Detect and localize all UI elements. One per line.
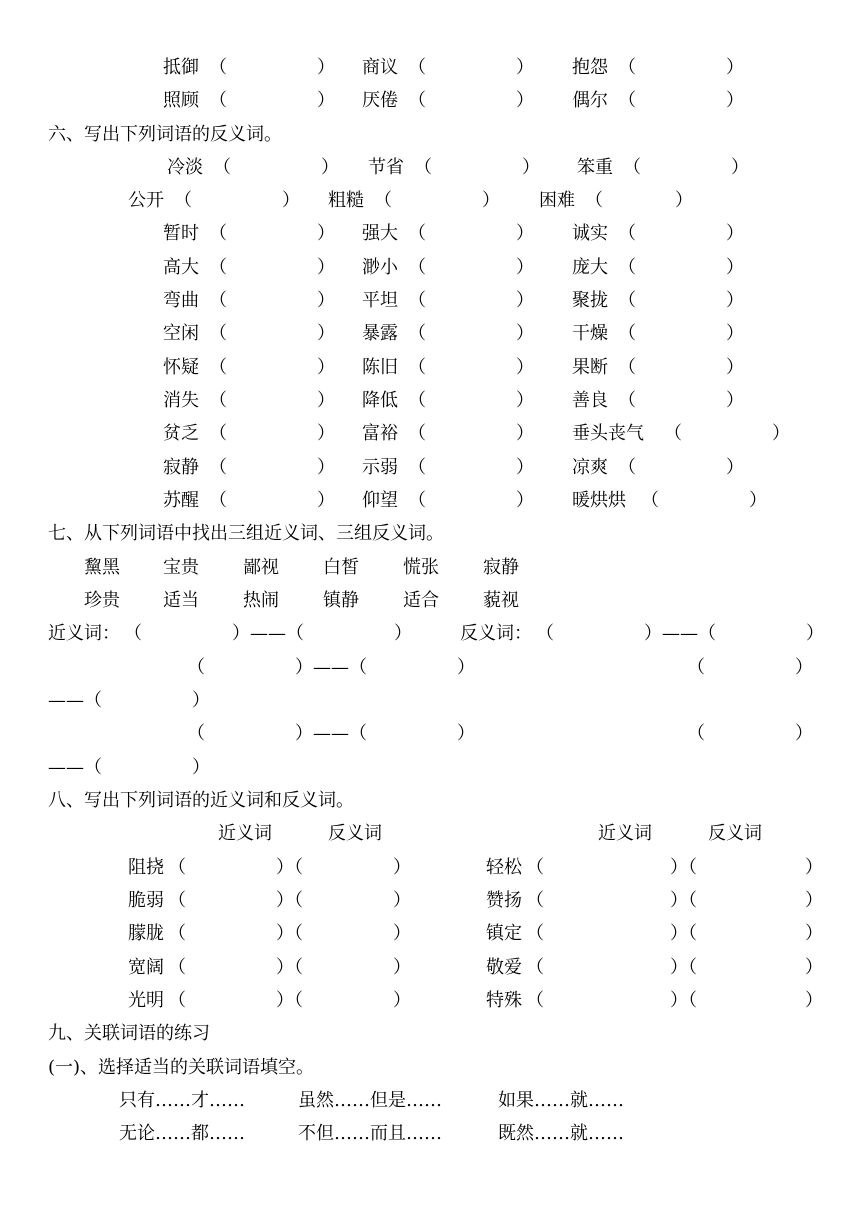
word-bank-row — [0, 556, 860, 580]
answer-blank[interactable]: （ ） — [209, 323, 335, 344]
syn-ant-row — [0, 856, 860, 880]
conjunction-row — [0, 1122, 860, 1146]
word-label: 抱怨 — [572, 57, 608, 78]
word-bank-row — [0, 589, 860, 613]
word-label: 富裕 — [362, 423, 398, 444]
answer-blanks[interactable]: （ ）（ ） — [168, 990, 411, 1011]
word-label: 强大 — [362, 223, 398, 244]
conjunction-option: 不但……而且…… — [298, 1123, 442, 1144]
conjunction-option: 只有……才…… — [119, 1090, 245, 1111]
word-bank-item: 鄙视 — [243, 557, 279, 578]
word-label: 垂头丧气 — [572, 423, 644, 444]
antonym-label: 反义词： — [460, 623, 532, 644]
word-label: 冷淡 — [167, 157, 203, 178]
answer-blank[interactable]: （ ） — [209, 57, 335, 78]
word-label: 寂静 — [163, 457, 199, 478]
word-label: 凉爽 — [572, 457, 608, 478]
answer-blank[interactable]: （ ） — [174, 190, 300, 211]
column-header-synonym: 近义词 — [218, 823, 272, 844]
word-label: 暴露 — [362, 323, 398, 344]
answer-blank[interactable]: （ ） — [408, 323, 534, 344]
answer-blank[interactable]: （ ） — [618, 90, 744, 111]
antonym-blank[interactable]: （ ） — [687, 657, 813, 678]
syn-ant-row — [0, 889, 860, 913]
word-bank-item: 慌张 — [403, 557, 439, 578]
section-heading — [0, 789, 860, 813]
section-heading — [0, 522, 860, 546]
word-row — [0, 56, 860, 80]
word-label: 厌倦 — [362, 90, 398, 111]
word-label: 暂时 — [163, 223, 199, 244]
answer-blank[interactable]: （ ） — [209, 223, 335, 244]
word-label: 消失 — [163, 390, 199, 411]
word-label: 弯曲 — [163, 290, 199, 311]
word-label: 庞大 — [572, 257, 608, 278]
antonym-row — [0, 256, 860, 280]
answer-blank[interactable]: （ ） — [408, 357, 534, 378]
answer-blank[interactable]: （ ） — [623, 157, 749, 178]
word-bank-item: 宝贵 — [163, 557, 199, 578]
word-label: 聚拢 — [572, 290, 608, 311]
answer-blanks[interactable]: （ ）（ ） — [168, 957, 411, 978]
answer-blank[interactable]: （ ） — [209, 423, 335, 444]
word-label: 空闲 — [163, 323, 199, 344]
answer-blanks[interactable]: （ ）（ ） — [526, 890, 823, 911]
word-label: 赞扬 — [486, 890, 522, 911]
word-label: 诚实 — [572, 223, 608, 244]
word-bank-item: 寂静 — [483, 557, 519, 578]
word-bank-item: 藐视 — [483, 590, 519, 611]
answer-blank[interactable]: （ ） — [209, 457, 335, 478]
answer-blank[interactable]: （ ） — [408, 457, 534, 478]
antonym-blank[interactable]: （ ） — [687, 723, 813, 744]
sub-heading — [0, 1056, 860, 1080]
word-label: 贫乏 — [163, 423, 199, 444]
answer-blanks[interactable]: （ ）（ ） — [526, 857, 823, 878]
word-label: 敬爱 — [486, 957, 522, 978]
word-label: 商议 — [362, 57, 398, 78]
word-label: 照顾 — [163, 90, 199, 111]
antonym-row — [0, 356, 860, 380]
conjunction-option: 虽然……但是…… — [298, 1090, 442, 1111]
antonym-row — [0, 489, 860, 513]
answer-blank[interactable]: （ ） — [408, 257, 534, 278]
word-label: 困难 — [539, 190, 575, 211]
answer-blanks[interactable]: （ ）（ ） — [526, 990, 823, 1011]
syn-ant-row — [0, 956, 860, 980]
section-heading — [0, 1022, 860, 1046]
conjunction-option: 既然……就…… — [498, 1123, 624, 1144]
answer-blank[interactable]: （ ） — [408, 90, 534, 111]
conjunction-option: 无论……都…… — [119, 1123, 245, 1144]
word-bank-item: 黧黑 — [84, 557, 120, 578]
column-header-synonym: 近义词 — [598, 823, 652, 844]
word-label: 暖烘烘 — [572, 490, 626, 511]
word-label: 仰望 — [362, 490, 398, 511]
answer-blank[interactable]: （ ） — [408, 223, 534, 244]
answer-blank[interactable]: （ ） — [408, 390, 534, 411]
word-label: 轻松 — [486, 857, 522, 878]
section-title: 八、写出下列词语的近义词和反义词。 — [48, 790, 354, 811]
section-subtitle: (一)、选择适当的关联词语填空。 — [48, 1057, 315, 1078]
answer-blanks[interactable]: （ ）（ ） — [168, 923, 411, 944]
answer-blank[interactable]: （ ） — [585, 190, 693, 211]
word-label: 示弱 — [362, 457, 398, 478]
word-label: 高大 — [163, 257, 199, 278]
pair-row-wrap — [0, 756, 860, 780]
word-bank-item: 适当 — [163, 590, 199, 611]
word-label: 宽阔 — [128, 957, 164, 978]
answer-blank[interactable]: （ ） — [618, 323, 744, 344]
section-title: 七、从下列词语中找出三组近义词、三组反义词。 — [48, 523, 444, 544]
word-label: 朦胧 — [128, 923, 164, 944]
answer-blank[interactable]: （ ） — [408, 57, 534, 78]
answer-blank[interactable]: （ ） — [374, 190, 500, 211]
answer-blank[interactable]: （ ） — [408, 490, 534, 511]
pair-row — [0, 722, 860, 746]
answer-blank[interactable]: （ ） — [209, 490, 335, 511]
answer-blank[interactable]: （ ） — [209, 390, 335, 411]
synonym-pair-blanks[interactable]: （ ）——（ ） — [124, 623, 412, 644]
answer-blank[interactable]: （ ） — [408, 290, 534, 311]
answer-blank[interactable]: （ ） — [209, 257, 335, 278]
answer-blank[interactable]: （ ） — [209, 90, 335, 111]
answer-blank[interactable]: （ ） — [209, 290, 335, 311]
answer-blank[interactable]: （ ） — [408, 423, 534, 444]
answer-blank[interactable]: （ ） — [618, 223, 744, 244]
word-label: 阻挠 — [128, 857, 164, 878]
word-label: 渺小 — [362, 257, 398, 278]
column-header-antonym: 反义词 — [708, 823, 762, 844]
answer-blanks[interactable]: （ ）（ ） — [168, 890, 411, 911]
synonym-pair-blanks[interactable]: （ ）——（ ） — [187, 657, 475, 678]
column-headers — [0, 822, 860, 846]
syn-ant-row — [0, 922, 860, 946]
word-label: 笨重 — [577, 157, 613, 178]
word-label: 怀疑 — [163, 357, 199, 378]
word-label: 节省 — [368, 157, 404, 178]
conjunction-row — [0, 1089, 860, 1113]
antonym-row — [0, 422, 860, 446]
antonym-row — [0, 289, 860, 313]
word-label: 陈旧 — [362, 357, 398, 378]
word-label: 粗糙 — [328, 190, 364, 211]
answer-blanks[interactable]: （ ）（ ） — [168, 857, 411, 878]
antonym-pair-blanks[interactable]: （ ）——（ ） — [536, 623, 824, 644]
word-bank-item: 镇静 — [323, 590, 359, 611]
antonym-blank-wrap[interactable]: ——（ ） — [48, 757, 210, 778]
word-label: 镇定 — [486, 923, 522, 944]
word-label: 偶尔 — [572, 90, 608, 111]
column-header-antonym: 反义词 — [328, 823, 382, 844]
conjunction-option: 如果……就…… — [498, 1090, 624, 1111]
word-label: 干燥 — [572, 323, 608, 344]
word-label: 降低 — [362, 390, 398, 411]
section-heading — [0, 123, 860, 147]
word-bank-item: 热闹 — [243, 590, 279, 611]
word-label: 善良 — [572, 390, 608, 411]
synonym-antonym-row — [0, 622, 860, 646]
answer-blank[interactable]: （ ） — [618, 57, 744, 78]
antonym-row — [0, 322, 860, 346]
word-bank-item: 白皙 — [323, 557, 359, 578]
answer-blanks[interactable]: （ ）（ ） — [526, 923, 823, 944]
word-label: 苏醒 — [163, 490, 199, 511]
answer-blank[interactable]: （ ） — [209, 357, 335, 378]
answer-blank[interactable]: （ ） — [618, 457, 744, 478]
antonym-row — [0, 156, 860, 180]
answer-blank[interactable]: （ ） — [414, 157, 540, 178]
answer-blank[interactable]: （ ） — [641, 490, 767, 511]
antonym-row — [0, 222, 860, 246]
word-bank-item: 珍贵 — [84, 590, 120, 611]
section-title: 六、写出下列词语的反义词。 — [48, 124, 282, 145]
answer-blank[interactable]: （ ） — [664, 423, 790, 444]
word-label: 公开 — [128, 190, 164, 211]
answer-blank[interactable]: （ ） — [213, 157, 339, 178]
antonym-row — [0, 456, 860, 480]
antonym-row — [0, 189, 860, 213]
section-title: 九、关联词语的练习 — [48, 1023, 210, 1044]
syn-ant-row — [0, 989, 860, 1013]
word-label: 光明 — [128, 990, 164, 1011]
word-row — [0, 89, 860, 113]
word-label: 平坦 — [362, 290, 398, 311]
pair-row-wrap — [0, 689, 860, 713]
answer-blanks[interactable]: （ ）（ ） — [526, 957, 823, 978]
synonym-label: 近义词： — [48, 623, 120, 644]
word-label: 果断 — [572, 357, 608, 378]
answer-blank[interactable]: （ ） — [618, 257, 744, 278]
answer-blank[interactable]: （ ） — [618, 290, 744, 311]
pair-row — [0, 656, 860, 680]
antonym-blank-wrap[interactable]: ——（ ） — [48, 690, 210, 711]
synonym-pair-blanks[interactable]: （ ）——（ ） — [187, 723, 475, 744]
answer-blank[interactable]: （ ） — [618, 357, 744, 378]
word-label: 特殊 — [486, 990, 522, 1011]
word-label: 抵御 — [163, 57, 199, 78]
answer-blank[interactable]: （ ） — [618, 390, 744, 411]
word-label: 脆弱 — [128, 890, 164, 911]
word-bank-item: 适合 — [403, 590, 439, 611]
antonym-row — [0, 389, 860, 413]
